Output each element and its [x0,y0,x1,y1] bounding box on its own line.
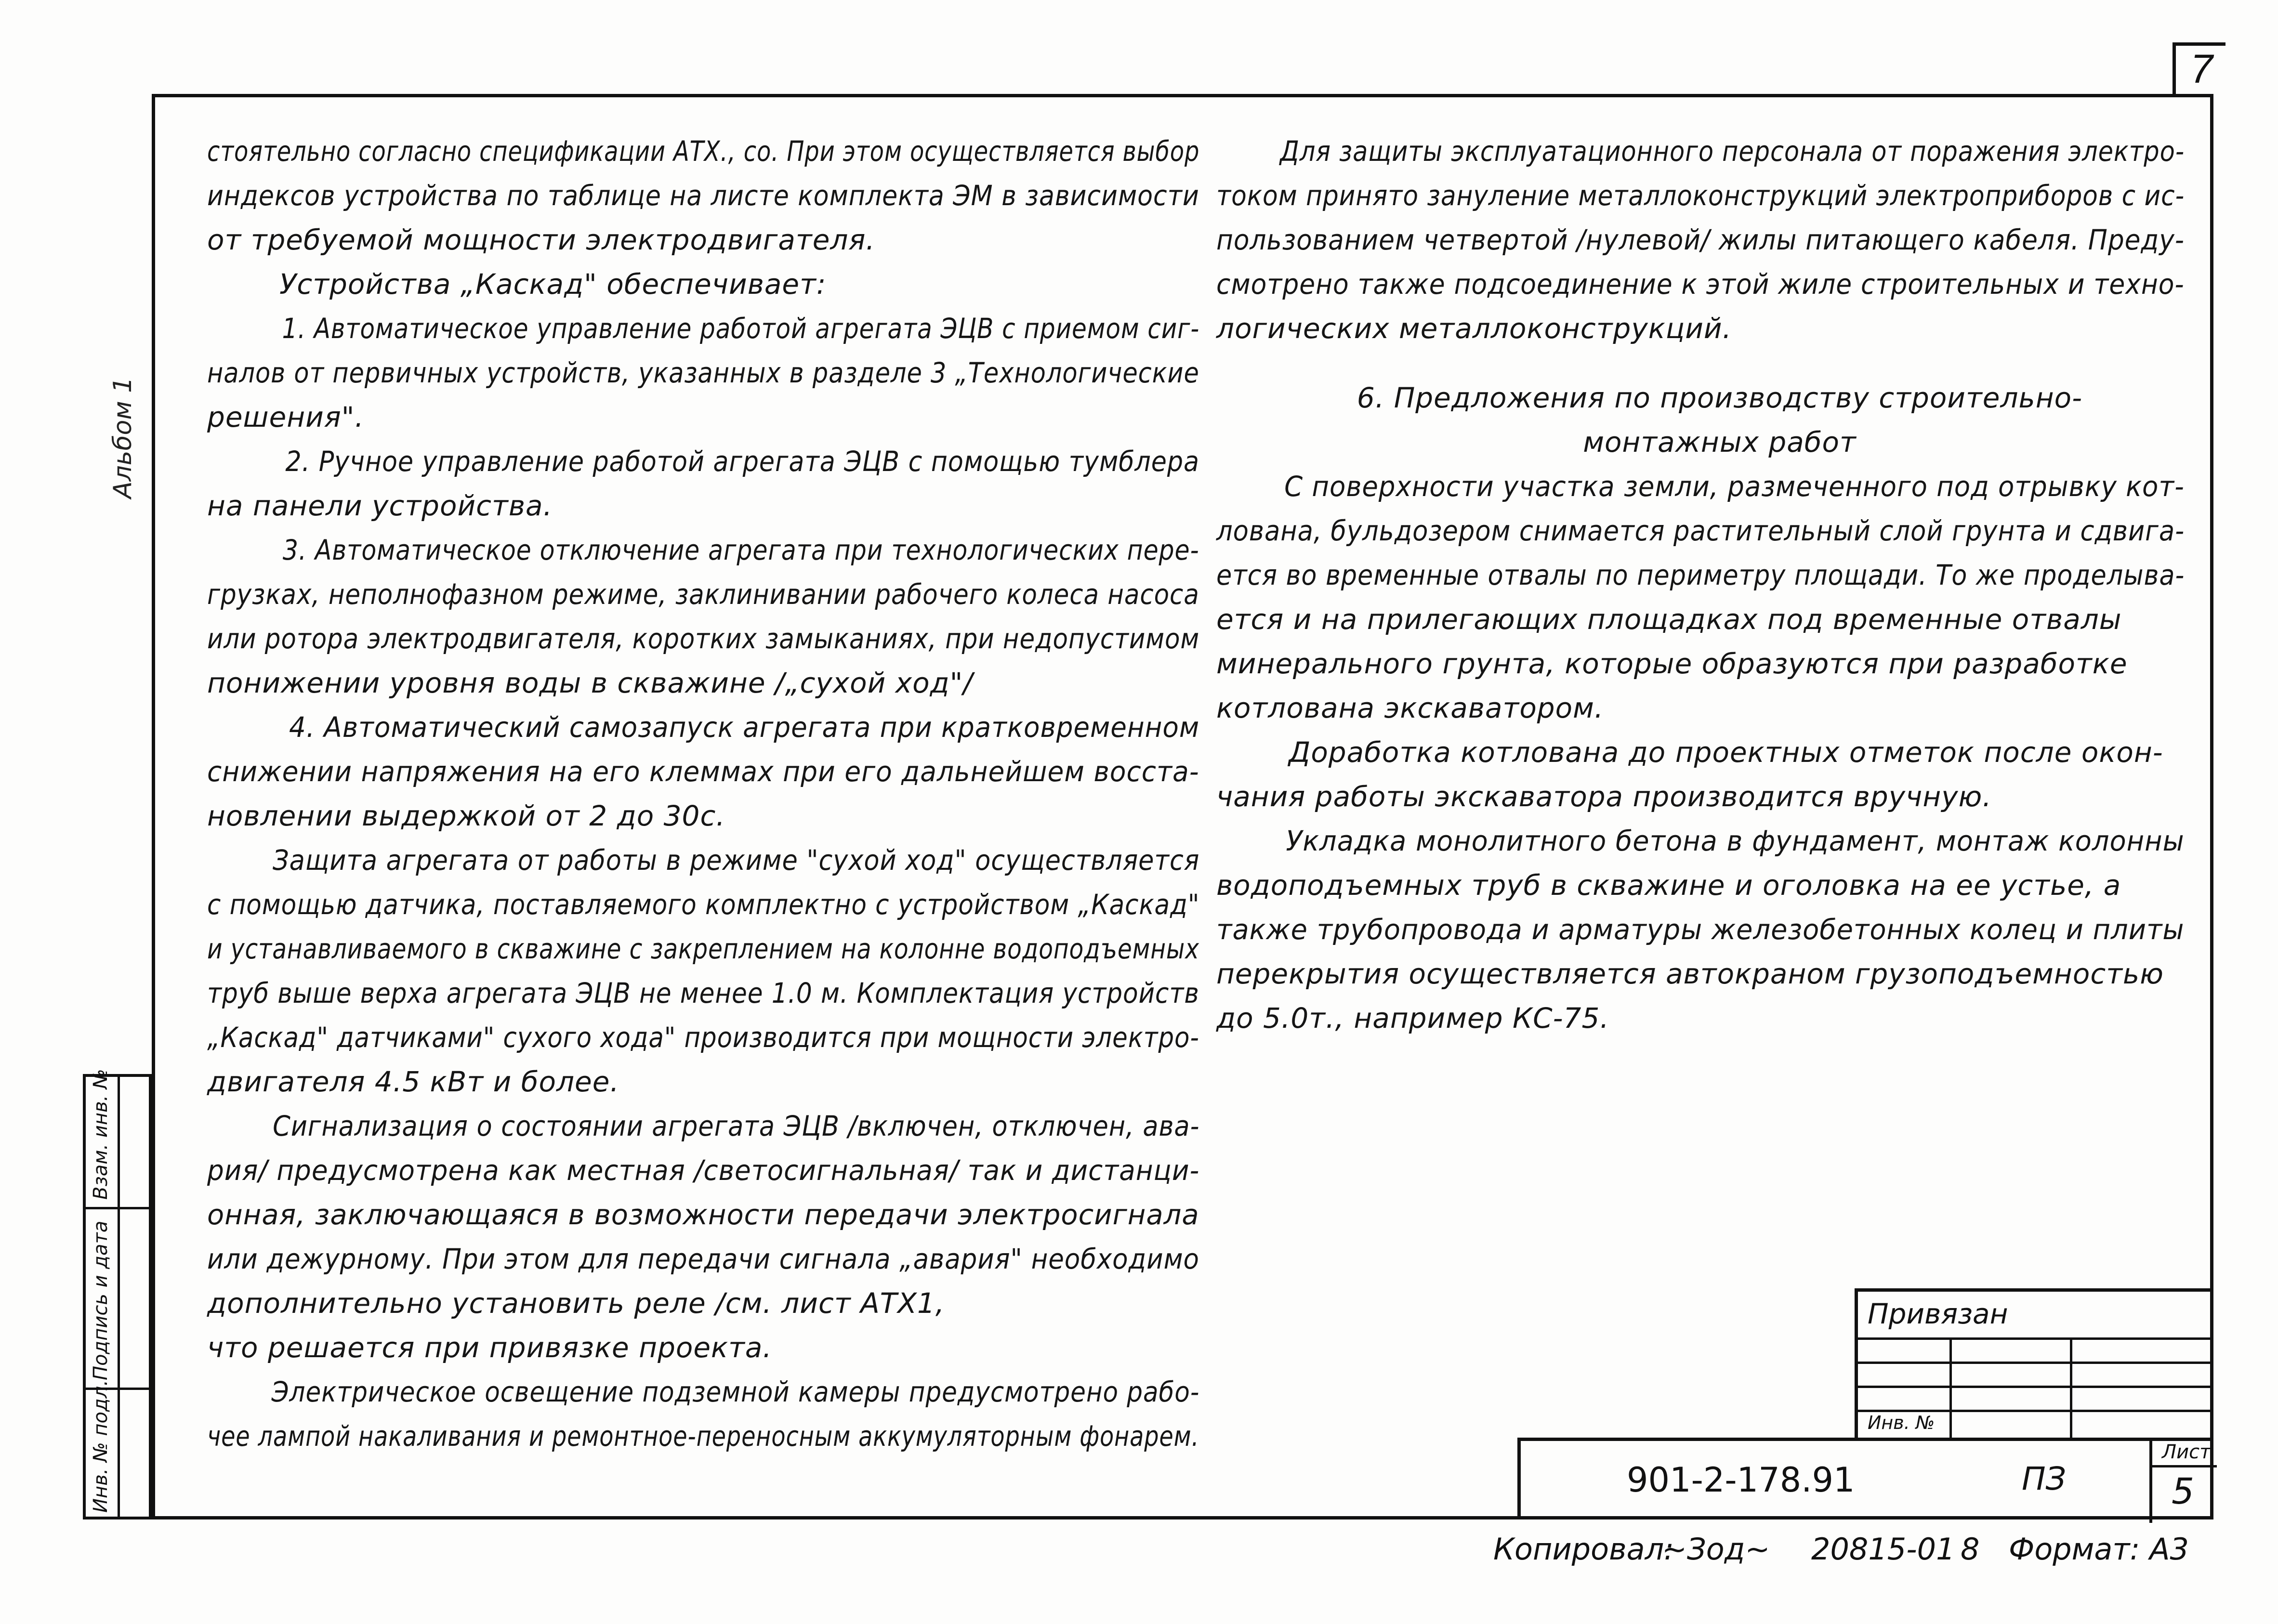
stamp-row-divider [86,1207,149,1209]
construction-paragraphs [1216,464,2185,1040]
text-line: Укладка монолитного бетона в фундамент, монтаж колонны [1286,825,2185,857]
stamp-label-signature-date: Подпись и дата [90,1220,112,1380]
text-line: или ротора электродвигателя, коротких замыканиях, при недопустимом [207,622,1200,655]
text-line: также трубопровода и арматуры железобетонных колец и плиты [1216,913,2185,946]
text-line: стоятельно согласно спецификации АТХ., со. При этом осуществляется выбор [207,135,1200,168]
privyazan-col [2070,1337,2072,1438]
text-line: 2. Ручное управление работой агрегата ЭЦВ с помощью тумблера [285,445,1199,478]
stamp-label-inv-podl: Инв. № подл. [90,1380,112,1513]
text-line: налов от первичных устройств, указанных в разделе 3 „Технологические [207,356,1199,389]
text-line: или дежурному. При этом для передачи сигнала „авария" необходимо [207,1243,1199,1275]
grounding-paragraph [1216,129,2185,351]
sheet-label: Лист [2162,1441,2211,1463]
privyazan-header: Привязан [1868,1297,2008,1330]
text-line: ется во временные отвалы по периметру площади. То же проделыва- [1216,559,2185,591]
text-line: индексов устройства по таблице на листе комплекта ЭМ в зависимости [207,179,1199,212]
text-line: пользованием четвертой /нулевой/ жилы питающего кабеля. Преду- [1216,223,2185,256]
text-line: чее лампой накаливания и ремонтное-переносным аккумуляторным фонарем. [207,1420,1199,1453]
text-line: Сигнализация о состоянии агрегата ЭЦВ /включен, отключен, ава- [273,1110,1200,1142]
text-line: 3. Автоматическое отключение агрегата при технологических пере- [282,534,1199,566]
order-page: 8 [1961,1532,1980,1567]
privyazan-row [1858,1337,2213,1340]
text-line: С поверхности участка земли, размеченного под отрывку кот- [1284,470,2185,503]
text-line: с помощью датчика, поставляемого комплектно с устройством „Каскад" [207,888,1200,921]
text-line: онная, заключающаяся в возможности передачи электросигнала [207,1198,1199,1231]
text-line: лована, бульдозером снимается растительный слой грунта и сдвига- [1216,514,2185,547]
text-line: понижении уровня воды в скважине /„сухой ход"/ [207,667,973,699]
text-line: логических металлоконструкций. [1216,312,1732,345]
privyazan-row [1858,1386,2213,1388]
text-line: 4. Автоматический самозапуск агрегата при кратковременном [289,711,1200,744]
text-line: от требуемой мощности электродвигателя. [207,223,875,256]
document-code: 901-2-178.91 [1627,1460,1855,1500]
copied-by-signature: ~Зод~ [1662,1532,1770,1567]
stamp-label-vzam-inv: Взам. инв. № [90,1069,112,1200]
text-line: на панели устройства. [207,489,553,522]
sheet-number-box [2149,1441,2217,1523]
text-line: и устанавливаемого в скважине с закреплением на колонне водоподъемных [207,932,1199,965]
text-line: Для защиты эксплуатационного персонала от поражения электро- [1280,135,2185,168]
text-line: 1. Автоматическое управление работой агрегата ЭЦВ с приемом сиг- [282,312,1200,345]
left-text-column [207,129,1199,1458]
text-line: ется и на прилегающих площадках под временные отвалы [1216,603,2122,636]
title-block [1517,1438,2213,1519]
text-line: до 5.0т., например КС-75. [1216,1002,1609,1035]
sheet-box-divider [2152,1465,2217,1467]
stamp-column-divider [118,1077,120,1517]
text-line: что решается при привязке проекта. [207,1331,772,1364]
privyazan-block [1855,1288,2213,1438]
text-line: котлована экскаватором. [1216,692,1604,724]
text-line: снижении напряжения на его клеммах при его дальнейшем восста- [207,755,1199,788]
text-line: перекрытия осуществляется автокраном грузоподъемностью [1216,957,2164,990]
section-heading-line-1: 6. Предложения по производству строительно- [1356,381,2083,414]
privyazan-col [1949,1337,1952,1438]
text-line: чания работы экскаватора производится вручную. [1216,780,1992,813]
privyazan-row [1858,1362,2213,1364]
document-section: ПЗ [2022,1460,2066,1497]
text-line: двигателя 4.5 кВт и более. [207,1065,619,1098]
side-stamp-strip [83,1069,152,1519]
sheet-number: 5 [2172,1471,2195,1512]
right-text-column [1216,129,2185,1040]
sheet-corner-number [2173,42,2225,95]
album-label [108,354,142,498]
sheet-corner-value: 7 [2190,46,2213,92]
text-line: током принято зануление металлоконструкций электроприборов с ис- [1216,179,2185,212]
text-line: Доработка котлована до проектных отметок после окон- [1289,736,2163,769]
text-line: Электрическое освещение подземной камеры предусмотрено рабо- [271,1375,1200,1408]
text-line: рия/ предусмотрена как местная /светосигнальная/ так и дистанци- [207,1154,1200,1187]
text-line: минерального грунта, которые образуются при разработке [1216,647,2128,680]
section-heading-line-2: монтажных работ [1583,426,1857,458]
copied-by-label: Копировал: [1493,1532,1674,1567]
text-line: новлении выдержкой от 2 до 30с. [207,799,725,832]
text-line: „Каскад" датчиками" сухого хода" производится при мощности электро- [207,1021,1199,1054]
text-line: решения". [207,401,364,433]
text-line: смотрено также подсоединение к этой жиле строительных и техно- [1216,268,2185,301]
text-line: Устройства „Каскад" обеспечивает: [279,268,827,301]
privyazan-inv-label: Инв. № [1868,1412,1935,1433]
format-label: Формат: А3 [2009,1532,2189,1567]
text-line: грузках, неполнофазном режиме, заклинивании рабочего колеса насоса [207,578,1199,611]
text-line: водоподъемных труб в скважине и оголовка на ее устье, а [1216,869,2121,902]
album-label-text: Альбом 1 [108,377,137,498]
text-line: Защита агрегата от работы в режиме "сухой ход" осуществляется [273,844,1200,877]
order-number: 20815-01 [1811,1532,1955,1567]
text-line: труб выше верха агрегата ЭЦВ не менее 1.0 м. Комплектация устройств [207,977,1199,1009]
text-line: дополнительно установить реле /см. лист АТХ1, [207,1287,945,1320]
